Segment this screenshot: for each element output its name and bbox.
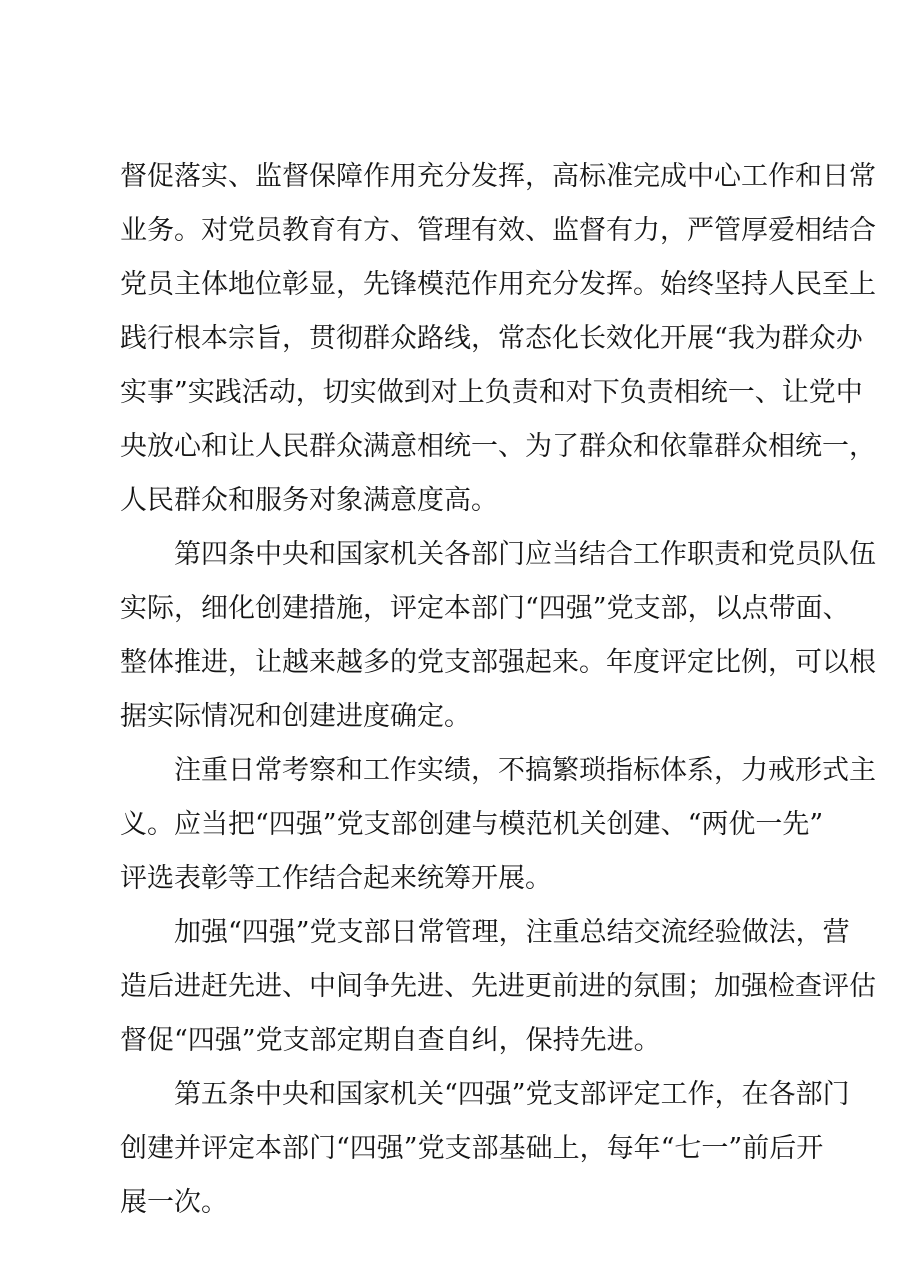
paragraph-first-line: 注重日常考察和工作实绩，不搞繁琐指标体系，力戒形式主	[174, 755, 876, 786]
body-text-line: 整体推进，让越来越多的党支部强起来。年度评定比例，可以根	[120, 647, 876, 678]
body-text-line: 业务。对党员教育有方、管理有效、监督有力，严管厚爱相结合	[120, 215, 876, 246]
paragraph-first-line: 第四条中央和国家机关各部门应当结合工作职责和党员队伍	[174, 539, 876, 570]
body-text-line: 实事”实践活动，切实做到对上负责和对下负责相统一、让党中	[120, 377, 863, 408]
body-text-line: 央放心和让人民群众满意相统一、为了群众和依靠群众相统一，	[120, 431, 876, 462]
body-text-line: 践行根本宗旨，贯彻群众路线，常态化长效化开展“我为群众办	[120, 323, 863, 354]
paragraph-first-line: 第五条中央和国家机关“四强”党支部评定工作，在各部门	[174, 1079, 850, 1110]
body-text-line: 督促落实、监督保障作用充分发挥，高标准完成中心工作和日常	[120, 161, 876, 192]
body-text-line: 据实际情况和创建进度确定。	[120, 701, 471, 732]
paragraph-first-line: 加强“四强”党支部日常管理，注重总结交流经验做法，营	[174, 917, 850, 948]
body-text-line: 义。应当把“四强”党支部创建与模范机关创建、“两优一先”	[120, 809, 824, 840]
body-text-line: 人民群众和服务对象满意度高。	[120, 485, 498, 516]
body-text-line: 创建并评定本部门“四强”党支部基础上，每年“七一”前后开	[120, 1133, 824, 1164]
body-text-line: 督促“四强”党支部定期自查自纠，保持先进。	[120, 1025, 661, 1056]
body-text-line: 造后进赶先进、中间争先进、先进更前进的氛围；加强检查评估	[120, 971, 876, 1002]
body-text-line: 党员主体地位彰显，先锋模范作用充分发挥。始终坚持人民至上	[120, 269, 876, 300]
body-text-line: 评选表彰等工作结合起来统筹开展。	[120, 863, 552, 894]
body-text-line: 实际，细化创建措施，评定本部门“四强”党支部，以点带面、	[120, 593, 850, 624]
body-text-line: 展一次。	[120, 1187, 228, 1218]
